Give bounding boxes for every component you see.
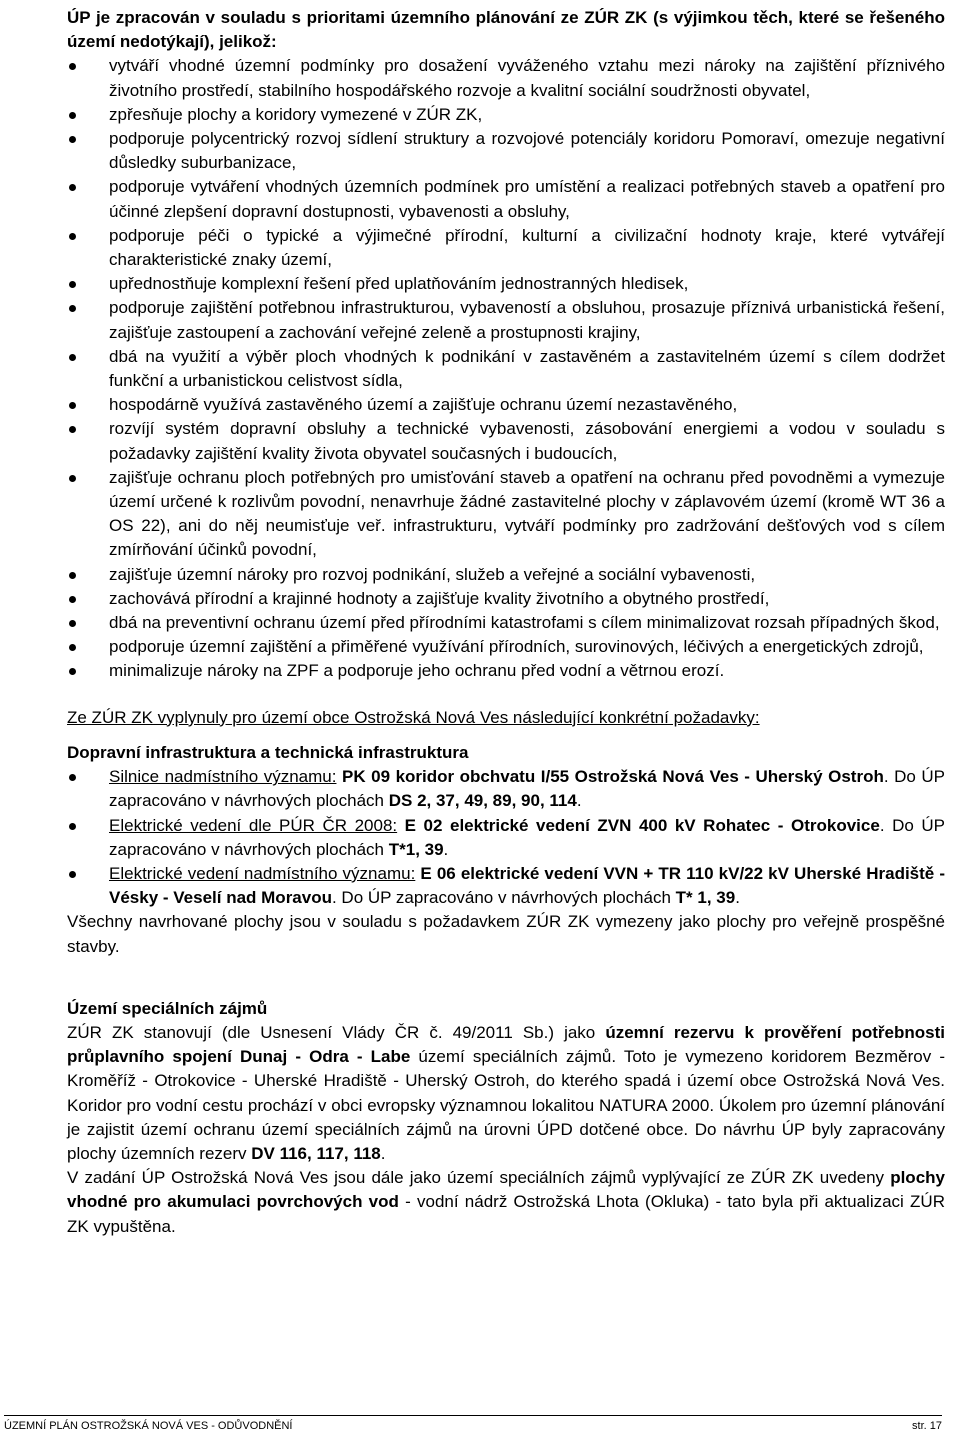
- footer-title: ÚZEMNÍ PLÁN OSTROŽSKÁ NOVÁ VES - ODŮVODNĚNÍ: [4, 1420, 293, 1432]
- transport-note: Všechny navrhované plochy jsou v souladu s požadavkem ZÚR ZK vymezeny jako plochy pro veřejně prospěšné stavby.: [67, 912, 945, 956]
- list-item: vytváří vhodné územní podmínky pro dosažení vyváženého vztahu mezi nároky na zajištění příznivého životního prostředí, stabilního hospodářského rozvoje a kvalitní sociální soudržnosti obyvatel,: [67, 54, 945, 102]
- list-item: podporuje péči o typické a výjimečné přírodní, kulturní a civilizační hodnoty kraje, které vytvářejí charakteristické znaky území,: [67, 224, 945, 272]
- transport-list: [67, 765, 945, 910]
- special-heading: Území speciálních zájmů: [67, 998, 268, 1018]
- list-item: zajišťuje ochranu ploch potřebných pro umisťování staveb a opatření na ochranu před povodněmi a vymezuje území určené k rozlivům povodní, nenavrhuje žádné zastavitelné plochy v záplavovém území (kromě WT 36 a OS 22), ani do něj neumisťuje veř. infrastrukturu, vytváří podmínky pro zadržování dešťových vod s cílem zmírňování účinků povodní,: [67, 466, 945, 563]
- list-item: zpřesňuje plochy a koridory vymezené v ZÚR ZK,: [67, 103, 945, 127]
- special-paragraph-1: ZÚR ZK stanovují (dle Usnesení Vlády ČR č. 49/2011 Sb.) jako územní rezervu k prověření potřebnosti průplavního spojení Dunaj - Odra - Labe území speciálních zájmů. Toto je vymezeno koridorem Bezměrov - Kroměříž - Otrokovice - Uherské Hradiště - Uherský Ostroh, do kterého spadá i území obce Ostrožská Nová Ves. Koridor pro vodní cestu prochází v obci evropsky významnou lokalitou NATURA 2000. Úkolem pro územní plánování je zajistit území ochranu území speciálních zájmů na úrovni ÚPD dotčené obce. Do návrhu ÚP byly zapracovány plochy územních rezerv DV 116, 117, 118.: [67, 1022, 945, 1163]
- list-item: hospodárně využívá zastavěného území a zajišťuje ochranu území nezastavěného,: [67, 393, 945, 417]
- list-item: minimalizuje nároky na ZPF a podporuje jeho ochranu před vodní a větrnou erozí.: [67, 659, 945, 683]
- list-item: podporuje územní zajištění a přiměřené využívání přírodních, surovinových, léčivých a energetických zdrojů,: [67, 635, 945, 659]
- list-item: dbá na preventivní ochranu území před přírodními katastrofami s cílem minimalizovat rozsah případných škod,: [67, 611, 945, 635]
- list-item: Silnice nadmístního významu: PK 09 koridor obchvatu I/55 Ostrožská Nová Ves - Uherský Ostroh. Do ÚP zapracováno v návrhových plochách DS 2, 37, 49, 89, 90, 114.: [67, 765, 945, 813]
- list-item: zajišťuje územní nároky pro rozvoj podnikání, služeb a veřejné a sociální vybavenosti,: [67, 563, 945, 587]
- list-item: upřednostňuje komplexní řešení před uplatňováním jednostranných hledisek,: [67, 272, 945, 296]
- list-item: zachovává přírodní a krajinné hodnoty a zajišťuje kvality životního a obytného prostředí,: [67, 587, 945, 611]
- list-item: podporuje polycentrický rozvoj sídlení struktury a rozvojové potenciály koridoru Pomoraví, omezuje negativní důsledky suburbanizace,: [67, 127, 945, 175]
- document-page: [67, 6, 945, 1239]
- requirements-heading: Ze ZÚR ZK vyplynuly pro území obce Ostrožská Nová Ves následující konkrétní požadavky:: [67, 707, 760, 727]
- page-number: str. 17: [912, 1420, 942, 1432]
- list-item: Elektrické vedení dle PÚR ČR 2008: E 02 elektrické vedení ZVN 400 kV Rohatec - Otrokovice. Do ÚP zapracováno v návrhových plochách T*1, 39.: [67, 814, 945, 862]
- list-item: podporuje vytváření vhodných územních podmínek pro umístění a realizaci potřebných staveb a opatření pro účinné zlepšení dopravní dostupnosti, vybavenosti a obsluhy,: [67, 175, 945, 223]
- special-paragraph-2: V zadání ÚP Ostrožská Nová Ves jsou dále jako území speciálních zájmů vyplývající ze ZÚR ZK uvedeny plochy vhodné pro akumulaci povrchových vod - vodní nádrž Ostrožská Lhota (Okluka) - tato byla při aktualizaci ZÚR ZK vypuštěna.: [67, 1168, 945, 1236]
- page-footer: [4, 1415, 942, 1433]
- transport-heading: Dopravní infrastruktura a technická infrastruktura: [67, 742, 469, 762]
- list-item: Elektrické vedení nadmístního významu: E 06 elektrické vedení VVN + TR 110 kV/22 kV Uherské Hradiště - Vésky - Veselí nad Moravou. Do ÚP zapracováno v návrhových plochách T* 1, 39.: [67, 862, 945, 910]
- list-item: podporuje zajištění potřebnou infrastrukturou, vybaveností a obsluhou, prosazuje příznivá urbanistická řešení, zajišťuje zastoupení a zachování veřejné zeleně a prostupnosti krajiny,: [67, 296, 945, 344]
- list-item: rozvíjí systém dopravní obsluhy a technické vybavenosti, zásobování energiemi a vodou v souladu s požadavky zajištění kvality života obyvatel současných i budoucích,: [67, 417, 945, 465]
- intro-heading: ÚP je zpracován v souladu s prioritami územního plánování ze ZÚR ZK (s výjimkou těch, které se řešeného území nedotýkají), jelikož:: [67, 8, 945, 52]
- priorities-list: [67, 54, 945, 683]
- list-item: dbá na využití a výběr ploch vhodných k podnikání v zastavěném a zastavitelném území s cílem dodržet funkční a urbanistickou celistvost sídla,: [67, 345, 945, 393]
